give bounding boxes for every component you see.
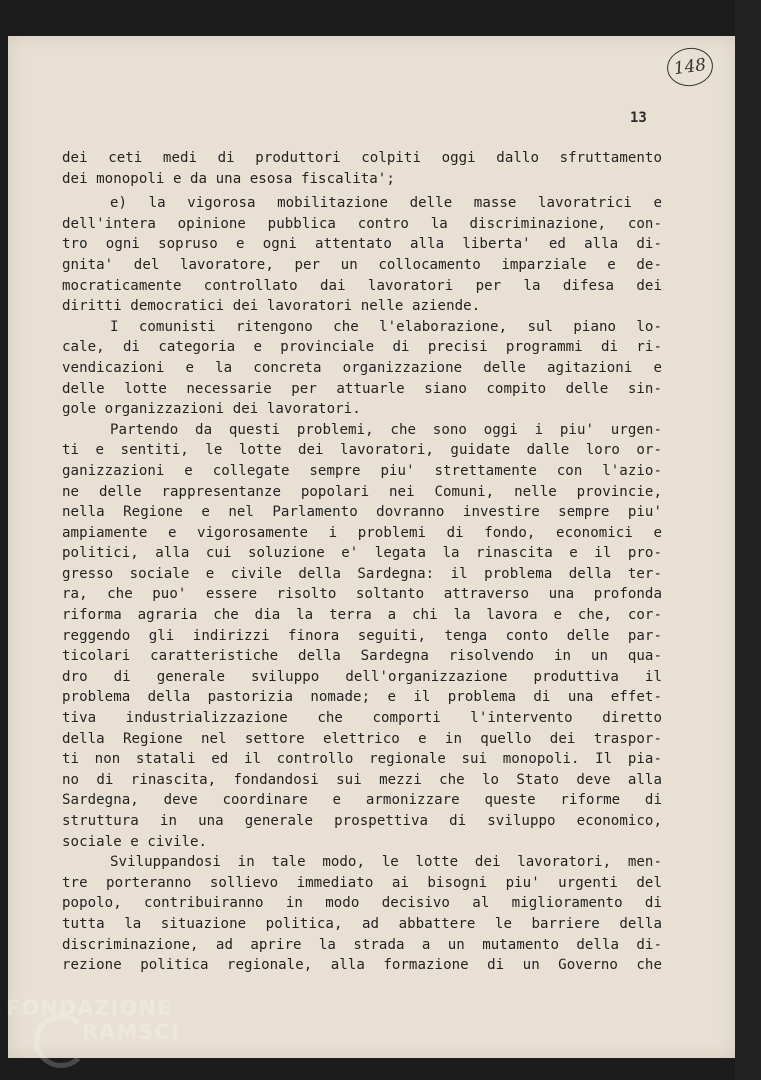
text-line: mocraticamente controllato dai lavoratori per la difesa dei: [62, 277, 662, 294]
page-number: 13: [630, 110, 647, 126]
text-line: dei monopoli e da una esosa fiscalita';: [62, 170, 395, 187]
text-line: tre porteranno sollievo immediato ai bisogni piu' urgenti del: [62, 874, 662, 891]
text-line: gole organizzazioni dei lavoratori.: [62, 401, 361, 418]
text-line: ne delle rappresentanze popolari nei Comuni, nelle provincie,: [62, 483, 662, 500]
text-line: della Regione nel settore elettrico e in quello dei traspor-: [62, 730, 662, 747]
text-line: vendicazioni e la concreta organizzazione delle agitazioni e: [62, 359, 662, 376]
text-line: reggendo gli indirizzi finora seguiti, tenga conto delle par-: [62, 627, 662, 644]
archive-watermark: [6, 996, 196, 1076]
text-line: cale, di categoria e provinciale di precisi programmi di ri-: [62, 339, 662, 356]
text-line: tiva industrializzazione che comporti l'intervento diretto: [62, 710, 662, 727]
archive-number: 148: [672, 54, 708, 80]
text-line: ra, che puo' essere risolto soltanto attraverso una profonda: [62, 586, 662, 603]
text-line: problema della pastorizia nomade; e il problema di una effet-: [62, 689, 662, 706]
text-line: no di rinascita, fondandosi sui mezzi che lo Stato deve alla: [62, 771, 662, 788]
text-line: rezione politica regionale, alla formazione di un Governo che: [62, 957, 662, 974]
text-line: e) la vigorosa mobilitazione delle masse lavoratrici e: [110, 195, 662, 212]
text-line: sociale e civile.: [62, 833, 208, 850]
watermark-line-1: FONDAZIONE: [6, 996, 173, 1020]
text-line: diritti democratici dei lavoratori nelle aziende.: [62, 298, 481, 315]
text-line: politici, alla cui soluzione e' legata la rinascita e il pro-: [62, 545, 662, 562]
text-line: ticolari caratteristiche della Sardegna risolvendo in un qua-: [62, 648, 662, 665]
text-line: tro ogni sopruso e ogni attentato alla liberta' ed alla di-: [62, 236, 662, 253]
text-line: nella Regione e nel Parlamento dovranno investire sempre piu': [62, 504, 662, 521]
text-line: I comunisti ritengono che l'elaborazione, sul piano lo-: [110, 318, 662, 335]
document-text: [62, 148, 662, 976]
text-line: Sviluppandosi in tale modo, le lotte dei lavoratori, men-: [110, 854, 662, 871]
text-line: ampiamente e vigorosamente i problemi di fondo, economici e: [62, 524, 662, 541]
text-line: ti e sentiti, le lotte dei lavoratori, guidate dalle loro or-: [62, 442, 662, 459]
text-line: gresso sociale e civile della Sardegna: il problema della ter-: [62, 565, 662, 582]
text-line: Sardegna, deve coordinare e armonizzare queste riforme di: [62, 792, 662, 809]
text-line: Partendo da questi problemi, che sono oggi i piu' urgen-: [110, 421, 662, 438]
watermark-line-2: RAMSCI: [82, 1020, 180, 1044]
text-line: ti non statali ed il controllo regionale sui monopoli. Il pia-: [62, 751, 662, 768]
text-line: discriminazione, ad aprire la strada a un mutamento della di-: [62, 936, 662, 953]
text-line: popolo, contribuiranno in modo decisivo al miglioramento di: [62, 895, 662, 912]
text-line: dro di generale sviluppo dell'organizzazione produttiva il: [62, 668, 662, 685]
text-line: delle lotte necessarie per attuarle siano compito delle sin-: [62, 380, 662, 397]
text-line: dei ceti medi di produttori colpiti oggi dallo sfruttamento: [62, 150, 662, 166]
text-line: struttura in una generale prospettiva di sviluppo economico,: [62, 813, 662, 829]
text-line: riforma agraria che dia la terra a chi la lavora e che, cor-: [62, 607, 662, 624]
text-line: dell'intera opinione pubblica contro la discriminazione, con-: [62, 215, 662, 232]
scan-edge: [735, 0, 761, 1080]
text-line: gnita' del lavoratore, per un collocamento imparziale e de-: [62, 256, 662, 273]
text-line: ganizzazioni e collegate sempre piu' strettamente con l'azio-: [62, 462, 662, 479]
watermark-g-logo-icon: [34, 1014, 88, 1068]
text-line: tutta la situazione politica, ad abbattere le barriere della: [62, 915, 662, 932]
